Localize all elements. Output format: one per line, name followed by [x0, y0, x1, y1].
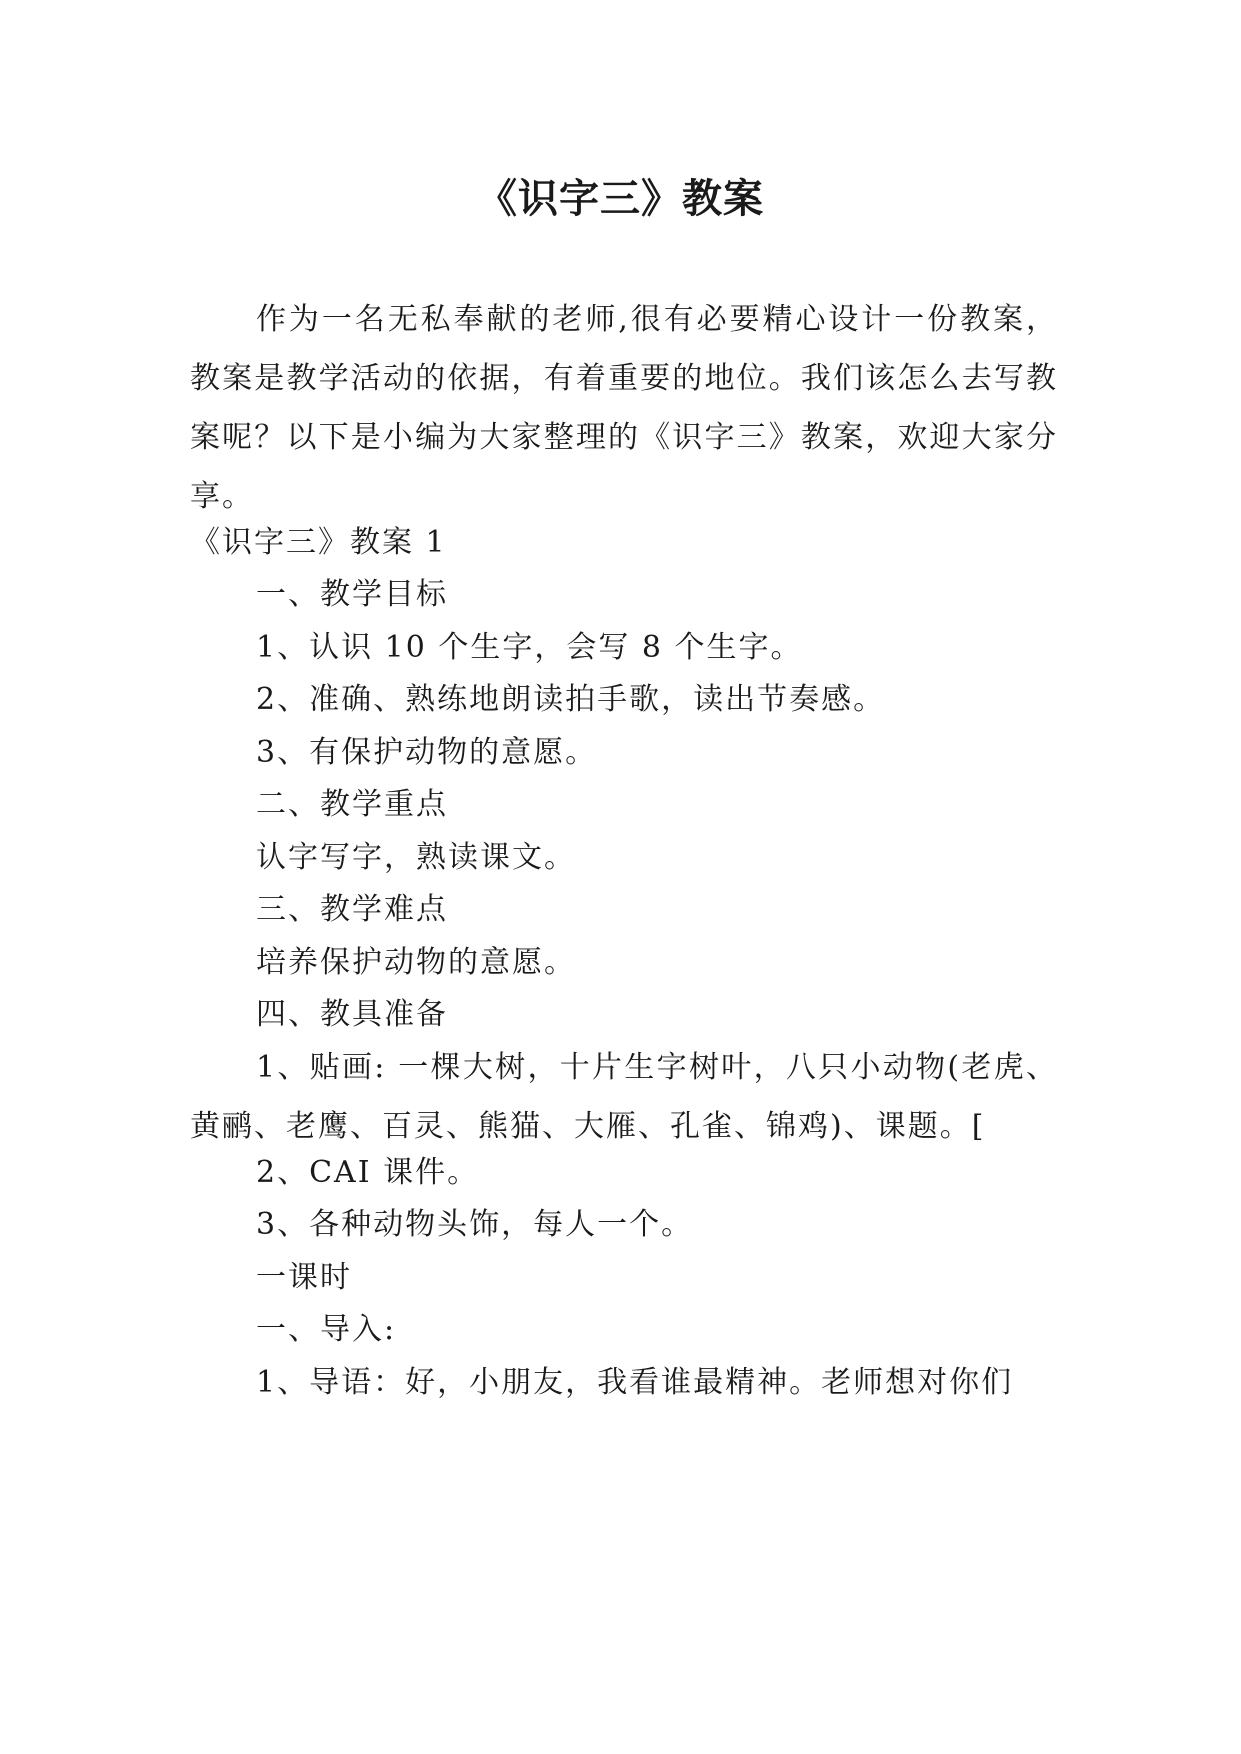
materials-item-3: 3、各种动物头饰，每人一个。 [256, 1207, 694, 1242]
line-objective-3: 3、有保护动物的意愿。 [256, 735, 598, 770]
intro-guide-line: 1、导语：好，小朋友，我看谁最精神。老师想对你们 [256, 1365, 1014, 1400]
line-difficulty-body: 培养保护动物的意愿。 [256, 945, 576, 980]
document-title: 《识字三》教案 [477, 175, 764, 222]
line-difficulty-heading: 三、教学难点 [256, 892, 448, 927]
materials-item-2: 2、CAI 课件。 [256, 1155, 480, 1190]
line-objectives-heading: 一、教学目标 [256, 577, 448, 612]
line-materials-heading: 四、教具准备 [256, 997, 448, 1032]
intro-section-heading: 一、导入: [256, 1312, 397, 1347]
line-keypoints-heading: 二、教学重点 [256, 787, 448, 822]
line-objective-2: 2、准确、熟练地朗读拍手歌，读出节奏感。 [256, 682, 886, 717]
materials-item-1: 1、贴画: 一棵大树，十片生字树叶，八只小动物(老虎、黄鹂、老鹰、百灵、熊猫、大雁、孔雀、锦鸡)、课题。[ [190, 1050, 1058, 1144]
intro-paragraph: 作为一名无私奉献的老师,很有必要精心设计一份教案，教案是教学活动的依据，有着重要的地位。我们该怎么去写教案呢？以下是小编为大家整理的《识字三》教案，欢迎大家分享。 [190, 302, 1058, 514]
line-objective-1: 1、认识 10 个生字，会写 8 个生字。 [256, 630, 803, 665]
lesson-period: 一课时 [256, 1260, 352, 1295]
section-heading: 《识字三》教案 1 [190, 525, 447, 560]
line-keypoints-body: 认字写字，熟读课文。 [256, 840, 576, 875]
